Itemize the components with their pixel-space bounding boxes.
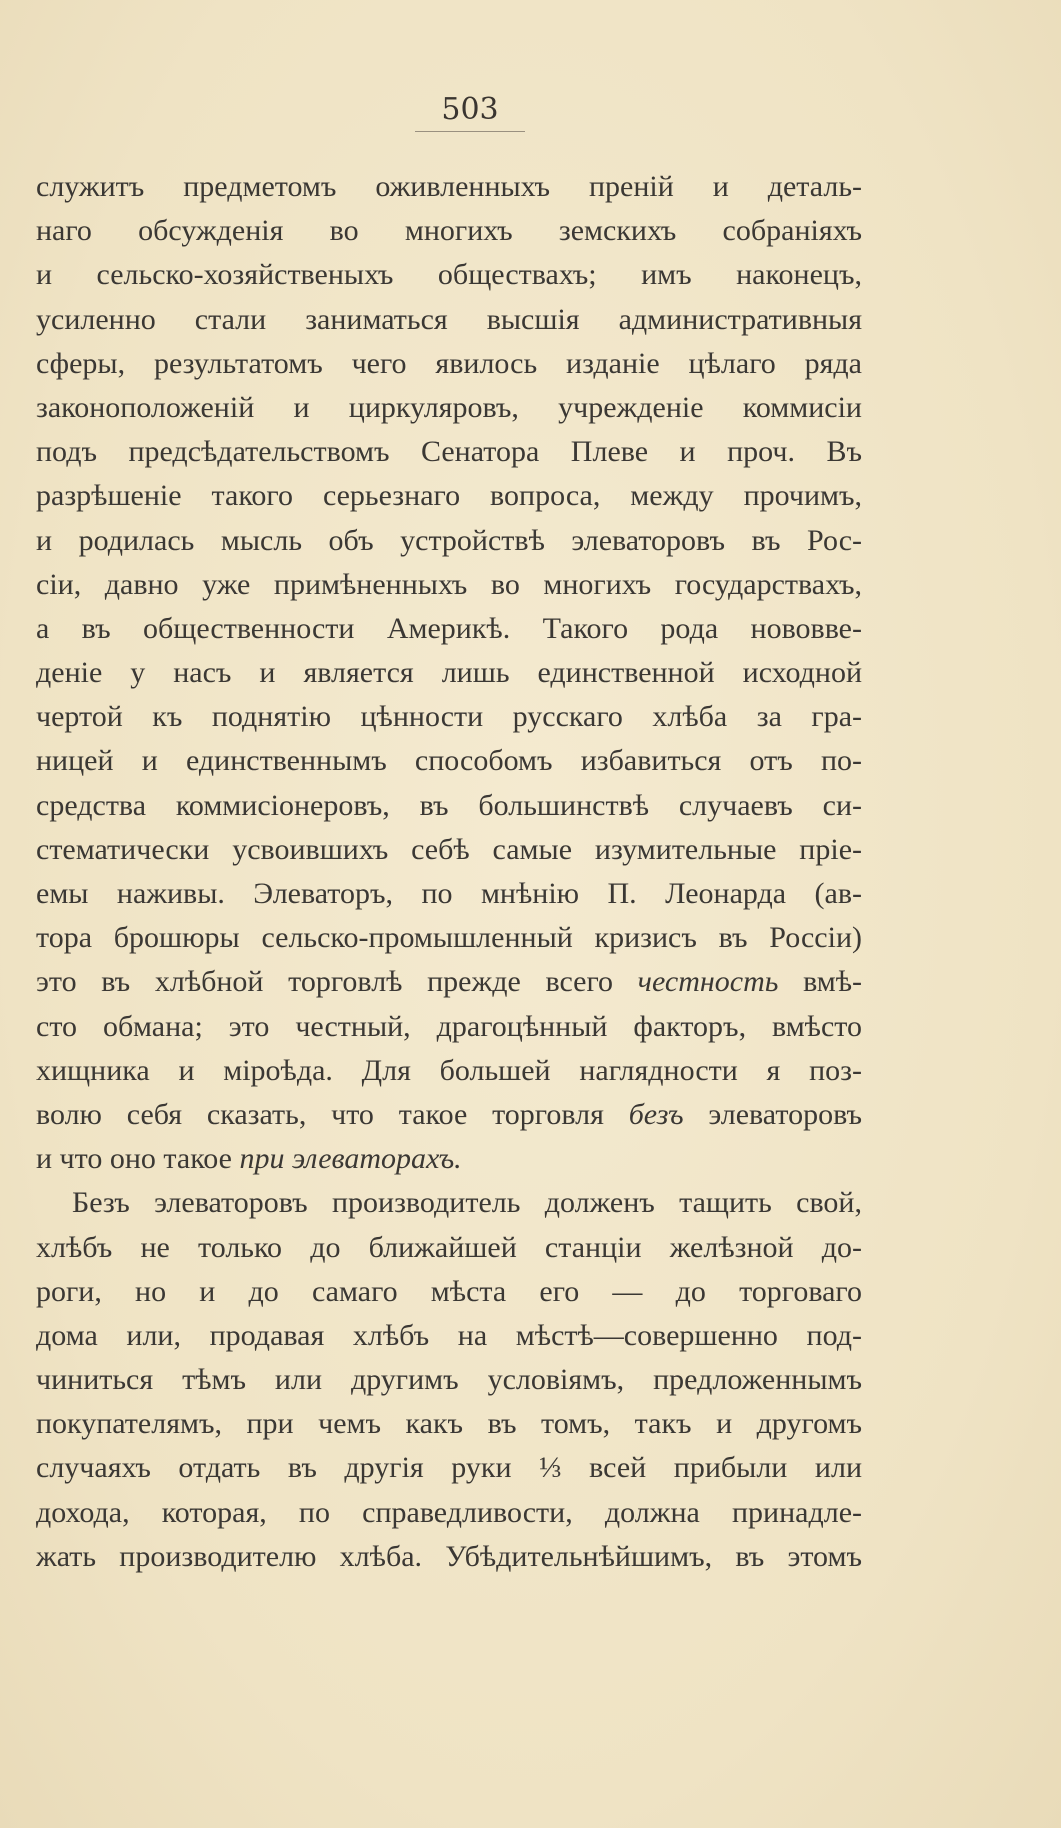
italic-text: безъ	[628, 1097, 684, 1131]
text-span: емы наживы. Элеваторъ, по мнѣнію П. Леонарда (ав-	[36, 877, 862, 910]
text-span: случаяхъ отдать въ другія руки ⅓ всей прибыли или	[36, 1451, 862, 1485]
text-line	[36, 828, 862, 872]
text-line	[36, 563, 862, 607]
text-line	[36, 1491, 862, 1535]
text-line	[36, 1093, 862, 1137]
text-span: покупателямъ, при чемъ какъ въ томъ, такъ и другомъ	[36, 1407, 862, 1441]
text-span: тора брошюры сельско-промышленный кризисъ въ Россіи)	[36, 921, 862, 955]
text-line	[36, 209, 862, 253]
text-span: сферы, результатомъ чего явилось изданіе цѣлаго ряда	[36, 346, 862, 380]
text-line	[36, 1005, 862, 1049]
text-span: и родилась мысль объ устройствѣ элеваторовъ въ Рос-	[36, 523, 862, 557]
text-span: подъ предсѣдательствомъ Сенатора Плеве и проч. Въ	[36, 435, 862, 469]
italic-text: при элеваторахъ.	[239, 1142, 462, 1176]
text-line	[36, 960, 862, 1004]
text-line	[36, 1181, 862, 1225]
text-line	[36, 1049, 862, 1093]
text-span: стематически усвоившихъ себѣ самые изумительные пріе-	[36, 832, 862, 866]
text-span: хлѣбъ не только до ближайшей станціи желѣзной до-	[36, 1230, 862, 1264]
text-span: усиленно стали заниматься высшія административныя	[36, 302, 862, 336]
text-span: хищника и міроѣда. Для большей наглядности я поз-	[36, 1053, 862, 1087]
text-line	[36, 651, 862, 695]
page-number: 503	[0, 92, 940, 132]
text-span: средства коммисіонеровъ, въ большинствѣ случаевъ си-	[36, 788, 862, 822]
text-line	[36, 739, 862, 783]
text-line	[36, 430, 862, 474]
text-span: роги, но и до самаго мѣста его — до торговаго	[36, 1274, 862, 1308]
text-line	[36, 607, 862, 651]
text-span: сто обмана; это честный, драгоцѣнный факторъ, вмѣсто	[36, 1009, 862, 1043]
text-span: чиниться тѣмъ или другимъ условіямъ, предложеннымъ	[36, 1363, 862, 1397]
text-span: элеваторовъ	[683, 1097, 862, 1131]
text-span: дохода, которая, по справедливости, должна принадле-	[36, 1495, 862, 1529]
text-span: жать производителю хлѣба. Убѣдительнѣйшимъ, въ этомъ	[36, 1539, 862, 1573]
text-line	[36, 1402, 862, 1446]
text-span: Безъ элеваторовъ производитель долженъ тащить свой,	[72, 1186, 862, 1220]
text-line	[36, 1358, 862, 1402]
text-line	[36, 1446, 862, 1490]
text-span: ницей и единственнымъ способомъ избавиться отъ по-	[36, 744, 862, 778]
text-line	[36, 1314, 862, 1358]
text-span: сіи, давно уже примѣненныхъ во многихъ государствахъ,	[36, 567, 862, 601]
text-line	[36, 916, 862, 960]
text-span: разрѣшеніе такого серьезнаго вопроса, между прочимъ,	[36, 479, 862, 513]
text-line	[36, 1270, 862, 1314]
text-span: служитъ предметомъ оживленныхъ преній и деталь-	[36, 170, 862, 203]
text-line	[36, 695, 862, 739]
text-line	[36, 165, 862, 209]
text-line	[36, 298, 862, 342]
text-line	[36, 342, 862, 386]
text-span: это въ хлѣбной торговлѣ прежде всего	[36, 965, 638, 999]
text-span: волю себя сказать, что такое торговля	[36, 1097, 629, 1131]
text-span: а въ общественности Америкѣ. Такого рода нововве-	[36, 611, 862, 645]
text-span: чертой къ поднятію цѣнности русскаго хлѣба за гра-	[36, 700, 862, 734]
text-line	[36, 253, 862, 297]
italic-text: честность	[637, 965, 779, 999]
text-line	[36, 784, 862, 828]
text-span: и сельско-хозяйственыхъ обществахъ; имъ наконецъ,	[36, 258, 862, 292]
text-line	[36, 474, 862, 518]
text-line	[36, 519, 862, 563]
text-span: и что оно такое	[36, 1142, 240, 1176]
text-line	[36, 1226, 862, 1270]
text-span: деніе у насъ и является лишь единственной исходной	[36, 656, 862, 690]
text-line	[36, 386, 862, 430]
text-span: наго обсужденія во многихъ земскихъ собраніяхъ	[36, 214, 862, 248]
body-text	[36, 165, 862, 1579]
text-span: вмѣ-	[778, 965, 862, 999]
text-line	[36, 872, 862, 916]
text-line	[36, 1137, 862, 1181]
text-span: дома или, продавая хлѣбъ на мѣстѣ—совершенно под-	[36, 1318, 862, 1352]
text-span: законоположеній и циркуляровъ, учрежденіе коммисіи	[36, 390, 862, 424]
text-line	[36, 1535, 862, 1579]
